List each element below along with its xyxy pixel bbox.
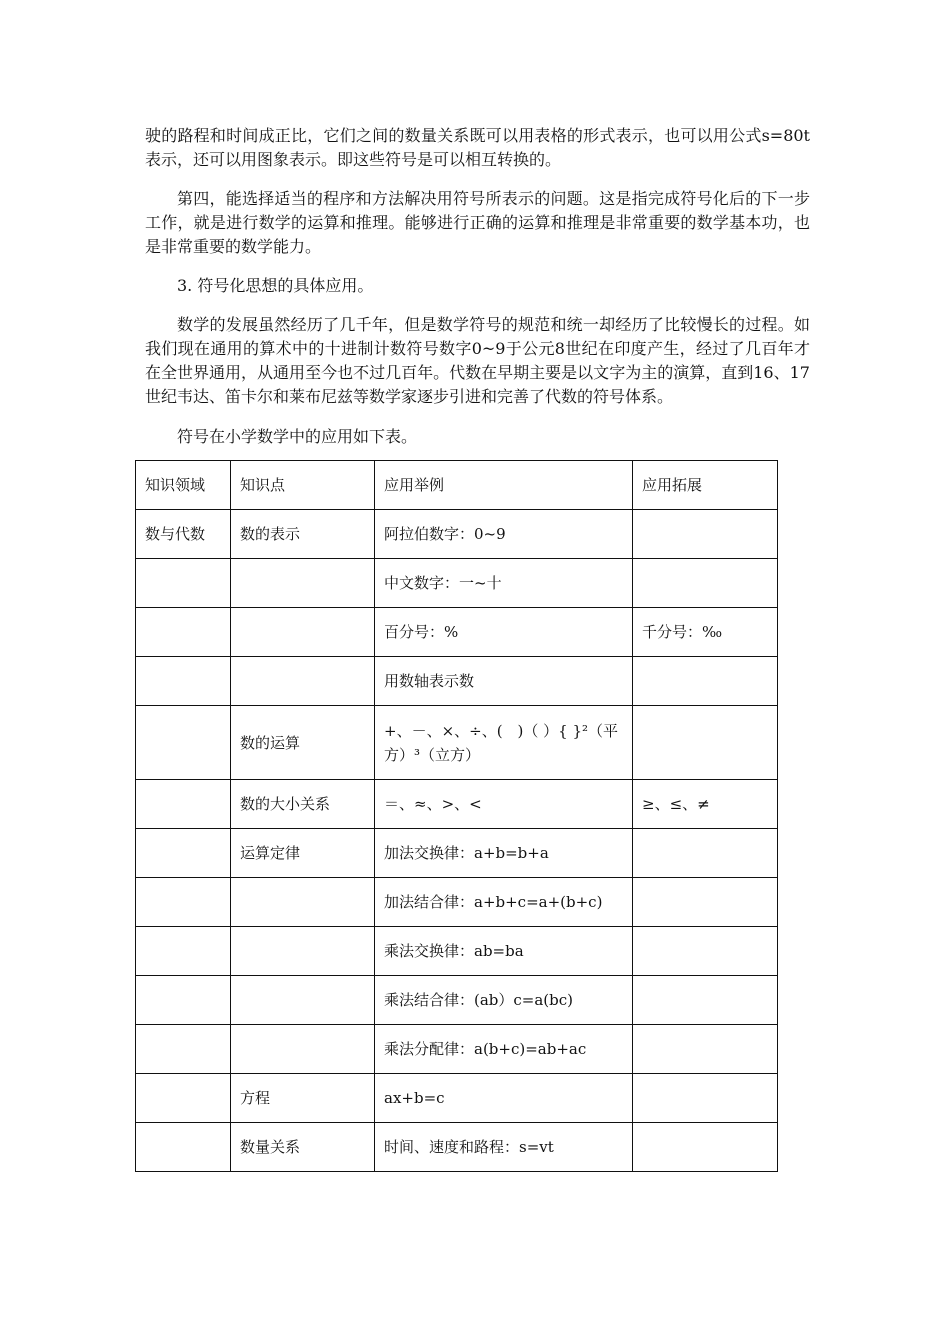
- paragraph-3: 数学的发展虽然经历了几千年，但是数学符号的规范和统一却经历了比较慢长的过程。如我们现在通用的算术中的十进制计数符号数字0~9于公元8世纪在印度产生，经过了几百年才在全世界通用，从通用至今也不过几百年。代数在早期主要是以文字为主的演算，直到16、17世纪韦达、笛卡尔和莱布尼兹等数学家逐步引进和完善了代数的符号体系。: [145, 315, 810, 406]
- symbol-application-table: [135, 460, 778, 1172]
- paragraph-2: 第四，能选择适当的程序和方法解决用符号所表示的问题。这是指完成符号化后的下一步工作，就是进行数学的运算和推理。能够进行正确的运算和推理是非常重要的数学基本功，也是非常重要的数学能力。: [145, 189, 810, 256]
- table-cell: [633, 706, 778, 780]
- table-cell: [136, 1025, 231, 1074]
- table-cell: 乘法分配律：a(b+c)=ab+ac: [375, 1025, 633, 1074]
- table-row: [136, 1074, 778, 1123]
- table-cell: 加法结合律：a+b+c=a+(b+c): [375, 878, 633, 927]
- table-cell: [231, 927, 375, 976]
- header-cell: 应用举例: [375, 461, 633, 510]
- table-cell: [136, 1123, 231, 1172]
- table-cell: 数的运算: [231, 706, 375, 780]
- table-cell: 数的大小关系: [231, 780, 375, 829]
- table-cell: [136, 878, 231, 927]
- table-cell: 方程: [231, 1074, 375, 1123]
- table-cell: ax+b=c: [375, 1074, 633, 1123]
- table-cell: [231, 559, 375, 608]
- table-cell: [136, 559, 231, 608]
- table-row: [136, 780, 778, 829]
- table-cell: [231, 878, 375, 927]
- table-cell: 阿拉伯数字：0~9: [375, 510, 633, 559]
- header-cell: 知识领域: [136, 461, 231, 510]
- table-cell: [633, 878, 778, 927]
- header-cell: 应用拓展: [633, 461, 778, 510]
- table-cell: [136, 706, 231, 780]
- table-cell: 中文数字：一~十: [375, 559, 633, 608]
- table-cell: 百分号：%: [375, 608, 633, 657]
- table-cell: 数量关系: [231, 1123, 375, 1172]
- table-cell: 乘法结合律：(ab）c=a(bc): [375, 976, 633, 1025]
- table-cell: 乘法交换律：ab=ba: [375, 927, 633, 976]
- table-cell: 数与代数: [136, 510, 231, 559]
- table-cell: [136, 657, 231, 706]
- table-cell: [136, 780, 231, 829]
- table-row: [136, 608, 778, 657]
- table-row: [136, 976, 778, 1025]
- table-header-row: [136, 461, 778, 510]
- table-row: [136, 706, 778, 780]
- table-cell: [633, 1123, 778, 1172]
- table-cell: [633, 510, 778, 559]
- table-cell: [633, 1074, 778, 1123]
- table-cell: 用数轴表示数: [375, 657, 633, 706]
- table-cell: [231, 657, 375, 706]
- header-cell: 知识点: [231, 461, 375, 510]
- table-row: [136, 878, 778, 927]
- table-cell: +、－、×、÷、( )（ ）{ }²（平方）³（立方）: [375, 706, 633, 780]
- table-cell: [136, 829, 231, 878]
- table-row: [136, 829, 778, 878]
- table-cell: ≥、≤、≠: [633, 780, 778, 829]
- table-cell: [136, 1074, 231, 1123]
- table-cell: [136, 608, 231, 657]
- table-row: [136, 1025, 778, 1074]
- table-cell: [633, 829, 778, 878]
- table-row: [136, 927, 778, 976]
- table-cell: 数的表示: [231, 510, 375, 559]
- table-intro: 符号在小学数学中的应用如下表。: [177, 427, 418, 446]
- table-row: [136, 657, 778, 706]
- table-cell: [633, 976, 778, 1025]
- table-cell: [136, 927, 231, 976]
- table-cell: 时间、速度和路程：s=vt: [375, 1123, 633, 1172]
- section-heading: 3. 符号化思想的具体应用。: [177, 276, 374, 295]
- table-cell: [633, 927, 778, 976]
- table-cell: 运算定律: [231, 829, 375, 878]
- table-row: [136, 559, 778, 608]
- table-row: [136, 510, 778, 559]
- table-row: [136, 1123, 778, 1172]
- table-cell: [231, 976, 375, 1025]
- table-cell: ＝、≈、>、<: [375, 780, 633, 829]
- table-cell: 千分号：‰: [633, 608, 778, 657]
- table-cell: [633, 1025, 778, 1074]
- paragraph-1: 驶的路程和时间成正比，它们之间的数量关系既可以用表格的形式表示，也可以用公式s=80t表示，还可以用图象表示。即这些符号是可以相互转换的。: [145, 126, 810, 169]
- table-cell: [633, 657, 778, 706]
- table-cell: [633, 559, 778, 608]
- table-cell: [231, 1025, 375, 1074]
- table-cell: 加法交换律：a+b=b+a: [375, 829, 633, 878]
- table-cell: [231, 608, 375, 657]
- table-cell: [136, 976, 231, 1025]
